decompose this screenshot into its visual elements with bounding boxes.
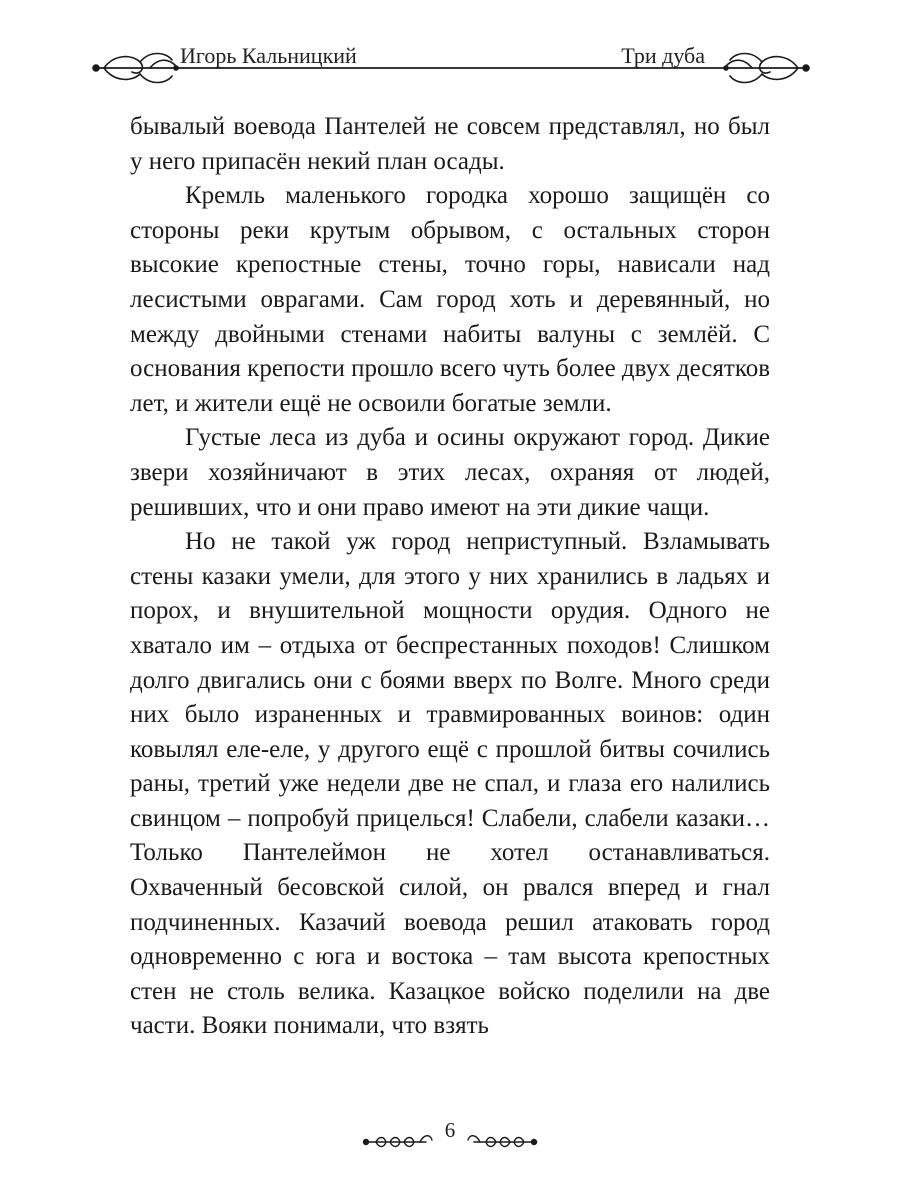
paragraph: Но не такой уж город неприступный. Взламывать стены казаки умели, для этого у них хранились в ладьях и порох, и внушительной мощности орудия. Одного не хватало им – отдыха от беспрестанных походов! Слишком долго двигались они с боями вверх по Волге. Много среди них было израненных и травмированных воинов: один ковылял еле-еле, у другого ещё с прошлой битвы сочились раны, третий уже недели две не спал, и глаза его налились свинцом – попробуй прицелься! Слабели, слабели казаки… Только Пантелеймон не хотел останавливаться. Охваченный бесовской силой, он рвался вперед и гнал подчиненных. Казачий воевода решил атаковать город одновременно с юга и востока – там высота крепостных стен не столь велика. Казацкое войско поделили на две части. Вояки понимали, что взять xyxy=(130,528,770,1040)
paragraph: Густые леса из дуба и осины окружают город. Дикие звери хозяйничают в этих лесах, охраняя от людей, решивших, что и они право имеют на эти дикие чащи. xyxy=(130,424,770,521)
running-head-title: Три дуба xyxy=(621,43,705,68)
page-number: 6 xyxy=(444,1118,456,1142)
page-text xyxy=(130,110,770,1044)
header-ornament-rule xyxy=(0,0,900,100)
paragraph: Кремль маленького городка хорошо защищён со стороны реки крутым обрывом, с остальных сторон высокие крепостные стены, точно горы, нависали над лесистыми оврагами. Сам город хоть и деревянный, но между двойными стенами набиты валуны с землёй. С основания крепости прошло всего чуть более двух десятков лет, и жители ещё не освоили богатые земли. xyxy=(130,182,770,417)
running-head-author: Игорь Кальницкий xyxy=(180,43,357,68)
paragraph: бывалый воевода Пантелей не совсем представлял, но был у него припасён некий план осады. xyxy=(130,113,770,175)
